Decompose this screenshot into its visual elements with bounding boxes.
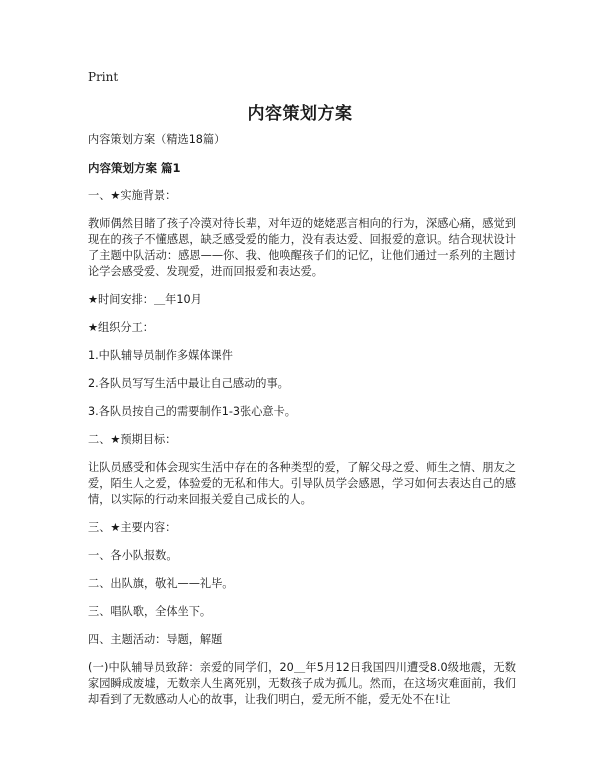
paragraph: 二、★预期目标： bbox=[88, 433, 177, 446]
document-subtitle: 内容策划方案（精选18篇） bbox=[88, 133, 226, 146]
paragraph: 四、主题活动：导题，解题 bbox=[88, 633, 223, 646]
paragraph: 让队员感受和体会现实生活中存在的各种类型的爱，了解父母之爱、师生之情、朋友之爱，陌生人之爱，体验爱的无私和伟大。引导队员学会感恩，学习如何去表达自己的感情，以实际的行动来回报关爱自己成长的人。 bbox=[88, 461, 516, 506]
paragraph: 3.各队员按自己的需要制作1-3张心意卡。 bbox=[88, 405, 296, 418]
paragraph: 三、唱队歌，全体坐下。 bbox=[88, 605, 212, 618]
print-link[interactable]: Print bbox=[88, 70, 119, 84]
section-heading: 内容策划方案 篇1 bbox=[88, 161, 181, 175]
page-title: 内容策划方案 bbox=[247, 104, 353, 124]
paragraph: ★时间安排：＿年10月 bbox=[88, 293, 202, 306]
paragraph: 一、★实施背景： bbox=[88, 189, 177, 202]
paragraph: 一、各小队报数。 bbox=[88, 549, 178, 562]
paragraph: 二、出队旗，敬礼——礼毕。 bbox=[88, 577, 234, 590]
document-body bbox=[88, 132, 516, 720]
paragraph: (一)中队辅导员致辞：亲爱的同学们，20＿年5月12日我国四川遭受8.0级地震，无数家园瞬成废墟，无数亲人生离死别，无数孩子成为孤儿。然而，在这场灾难面前，我们却看到了无数感动人心的故事，让我们明白，爱无所不能，爱无处不在!让 bbox=[88, 661, 516, 706]
paragraph: 教师偶然目睹了孩子冷漠对待长辈，对年迈的姥姥恶言相向的行为，深感心痛，感觉到现在的孩子不懂感恩，缺乏感受爱的能力，没有表达爱、回报爱的意识。结合现状设计了主题中队活动：感恩——你、我、他唤醒孩子们的记忆，让他们通过一系列的主题讨论学会感受爱、发现爱，进而回报爱和表达爱。 bbox=[88, 217, 516, 278]
paragraph: ★组织分工： bbox=[88, 321, 154, 334]
paragraph: 1.中队辅导员制作多媒体课件 bbox=[88, 349, 233, 362]
paragraph: 2.各队员写写生活中最让自己感动的事。 bbox=[88, 377, 289, 390]
paragraph: 三、★主要内容： bbox=[88, 521, 177, 534]
